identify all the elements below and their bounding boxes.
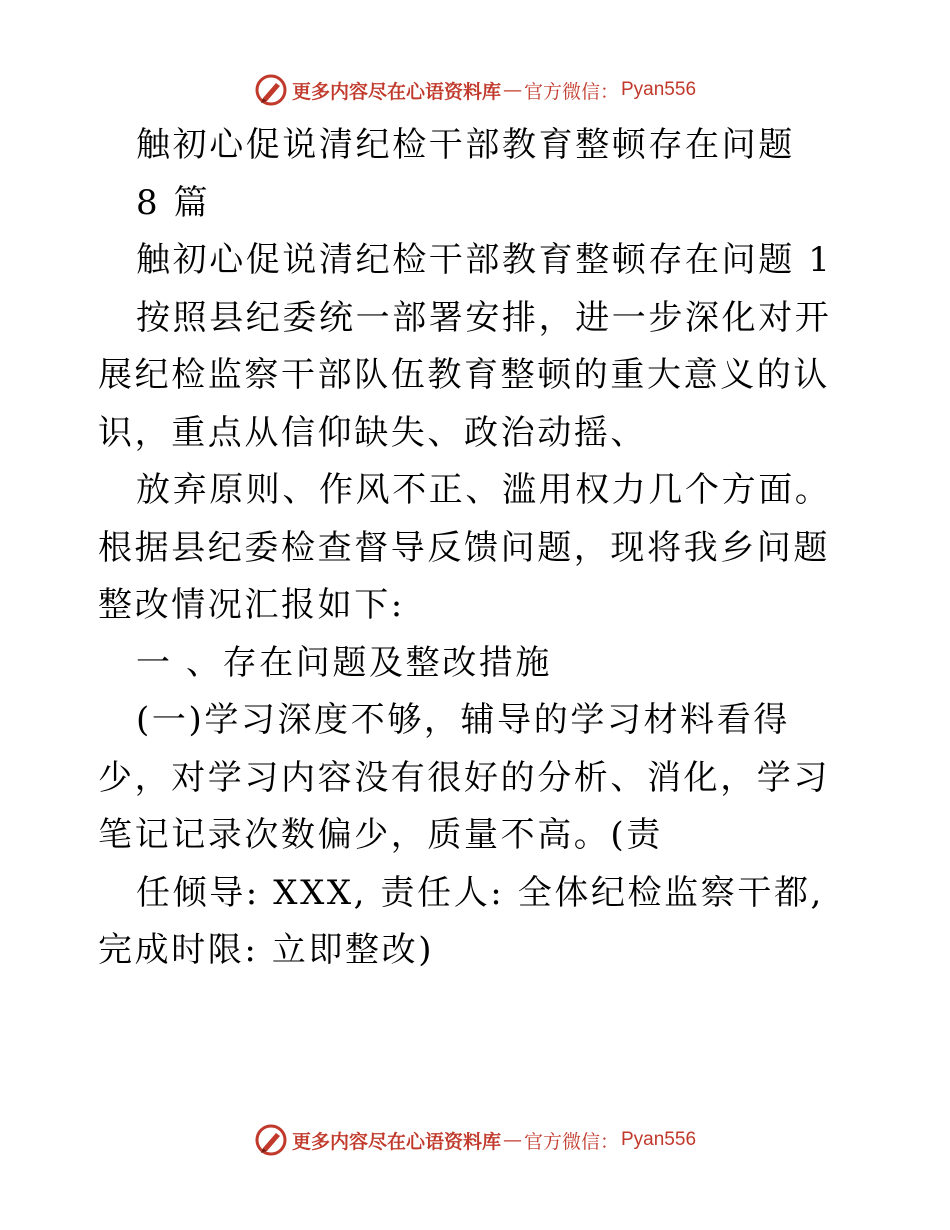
document-body bbox=[98, 117, 858, 980]
banner-main-text: 更多内容尽在心语资料库 bbox=[291, 1130, 501, 1153]
footer-banner bbox=[0, 1120, 950, 1160]
list-item-1-continued: 任倾导: XXX, 责任人: 全体纪检监察干都, 完成时限: 立即整改) bbox=[98, 872, 838, 970]
paragraph-2: 放弃原则、作风不正、滥用权力几个方面。根据县纪委检查督导反馈问题，现将我乡问题整改情况汇报如下: bbox=[98, 470, 832, 625]
document-title-line1: 触初心促说清纪检干部教育整顿存在问题 bbox=[136, 125, 795, 165]
paragraph-1: 按照县纪委统一部署安排，进一步深化对开展纪检监察干部队伍教育整顿的重大意义的认识，重点从信仰缺失、政治动摇、 bbox=[98, 297, 832, 453]
section-heading-1: 一 、存在问题及整改措施 bbox=[136, 642, 553, 683]
banner-wechat-id: Pyan556 bbox=[621, 1129, 697, 1150]
banner-main-text: 更多内容尽在心语资料库 bbox=[291, 80, 501, 103]
document-title-line2: 8 篇 bbox=[136, 182, 211, 223]
pen-circle-logo-icon bbox=[254, 73, 288, 107]
banner-wechat-label: 官方微信： bbox=[523, 80, 619, 103]
document-subtitle: 触初心促说清纪检干部教育整顿存在问题 1 bbox=[136, 240, 833, 280]
pen-circle-logo-icon bbox=[254, 1123, 288, 1157]
banner-wechat-label: 官方微信： bbox=[523, 1130, 619, 1153]
list-item-1: (一)学习深度不够，辅导的学习材料看得少，对学习内容没有很好的分析、消化，学习笔记记录次数偏少，质量不高。(责 bbox=[98, 700, 830, 855]
banner-separator: — bbox=[502, 79, 522, 101]
header-banner bbox=[0, 70, 950, 110]
banner-wechat-id: Pyan556 bbox=[621, 79, 697, 100]
banner-separator: — bbox=[502, 1129, 522, 1151]
